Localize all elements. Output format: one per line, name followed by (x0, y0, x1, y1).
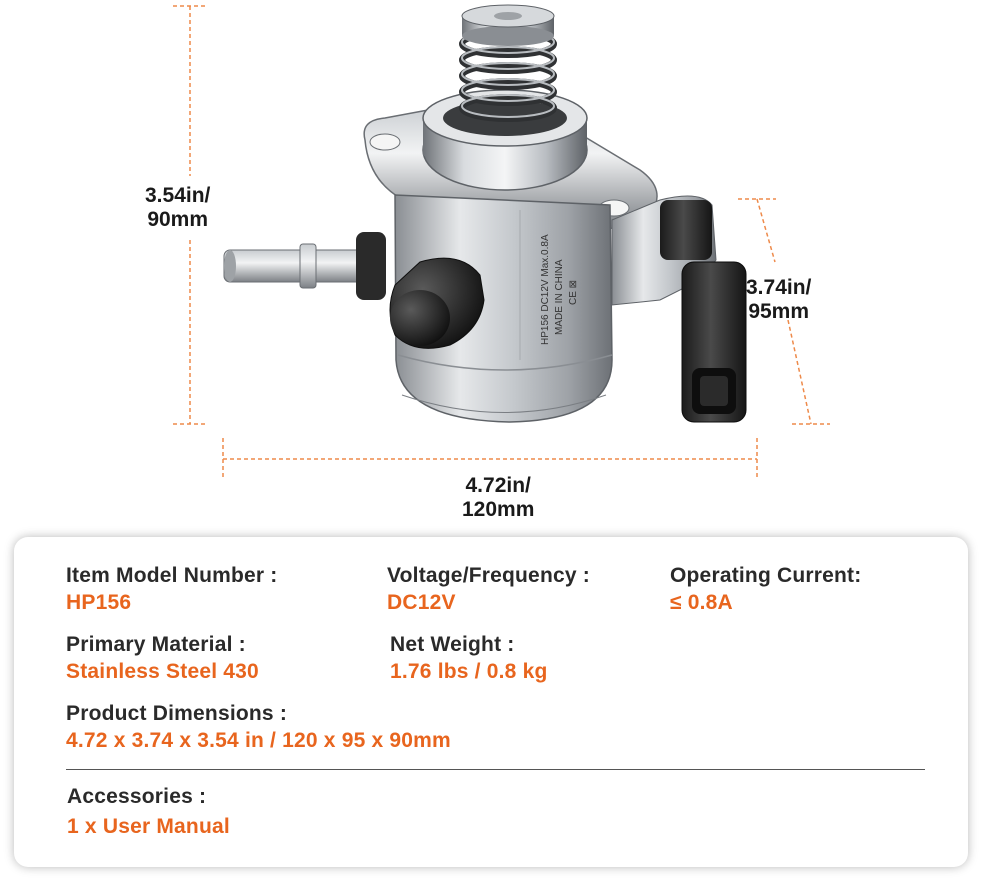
spec-value: HP156 (66, 591, 132, 614)
spec-product-dimensions (66, 701, 451, 754)
spec-voltage-frequency (387, 563, 590, 616)
spec-label: Operating Current: (670, 564, 862, 587)
spec-item-model-number (66, 563, 277, 616)
depth-dimension-inches: 3.74in/ (746, 276, 812, 299)
spec-label: Product Dimensions : (66, 702, 288, 725)
spec-label: Item Model Number : (66, 564, 278, 587)
spec-primary-material (66, 632, 259, 685)
spec-operating-current (670, 563, 861, 616)
engraving-line-1: HP156 DC12V Max.0.8A (540, 234, 551, 345)
spec-divider (66, 769, 925, 770)
spec-label: Accessories : (67, 785, 207, 808)
depth-dimension-label (746, 276, 811, 324)
spec-net-weight (390, 632, 548, 685)
spec-value: DC12V (387, 591, 456, 614)
specifications-card (14, 537, 968, 867)
spec-accessories (67, 784, 230, 840)
spec-value: Stainless Steel 430 (66, 660, 259, 683)
height-dimension-inches: 3.54in/ (145, 184, 211, 207)
spec-label: Primary Material : (66, 633, 246, 656)
fuel-pump-image (224, 5, 746, 422)
engraving-line-2: MADE IN CHINA (554, 259, 565, 335)
length-dimension-label (462, 474, 534, 522)
height-dimension-label (145, 184, 210, 232)
height-dimension-mm: 90mm (147, 208, 209, 231)
spec-value: 1.76 lbs / 0.8 kg (390, 660, 548, 683)
engraving-line-3: CE ⊠ (568, 279, 579, 305)
depth-dimension-mm: 95mm (748, 300, 810, 323)
spec-value: ≤ 0.8A (670, 591, 733, 614)
length-dimension-mm: 120mm (462, 498, 535, 521)
spec-value: 1 x User Manual (67, 815, 230, 838)
spec-label: Voltage/Frequency : (387, 564, 590, 587)
length-dimension-line (223, 438, 757, 478)
length-dimension-inches: 4.72in/ (465, 474, 531, 497)
spec-label: Net Weight : (390, 633, 515, 656)
spec-value: 4.72 x 3.74 x 3.54 in / 120 x 95 x 90mm (66, 729, 451, 752)
